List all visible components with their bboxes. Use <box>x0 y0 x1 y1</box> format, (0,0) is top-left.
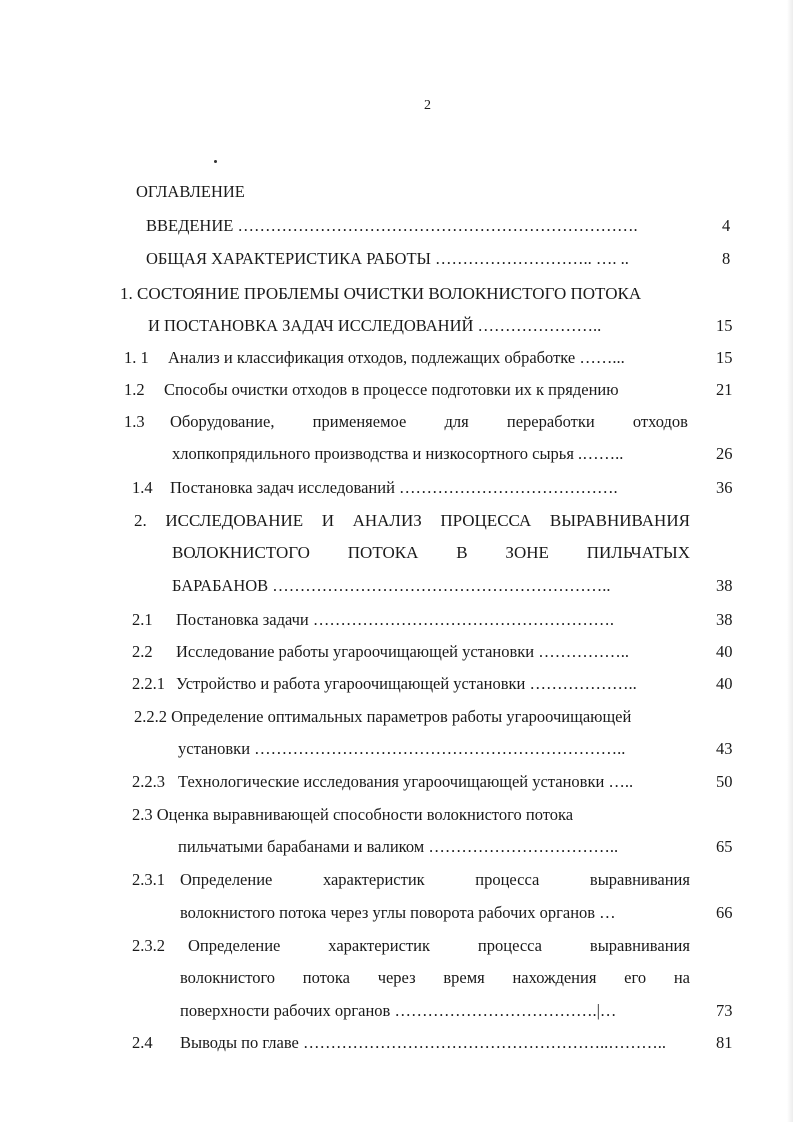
toc-ch1-line2: И ПОСТАНОВКА ЗАДАЧ ИССЛЕДОВАНИЙ ………………….. <box>148 316 602 335</box>
toc-word: процесса <box>475 870 540 889</box>
toc-ch2-line3: БАРАБАНОВ …………………………………………………….. <box>172 576 611 595</box>
toc-1-2-page: 21 <box>716 380 733 399</box>
toc-word: переработки <box>506 412 595 431</box>
toc-word: применяемое <box>312 412 407 431</box>
toc-2-2-2-line1: 2.2.2 Определение оптимальных параметров работы угароочищающей <box>134 707 632 726</box>
toc-word: И <box>321 511 334 530</box>
toc-2-3-line1: 2.3 Оценка выравнивающей способности волокнистого потока <box>132 805 574 824</box>
toc-word: процесса <box>477 936 542 955</box>
toc-word: ПИЛЬЧАТЫХ <box>586 543 690 562</box>
toc-1-4-page: 36 <box>716 478 733 497</box>
toc-ch1-line1: 1. СОСТОЯНИЕ ПРОБЛЕМЫ ОЧИСТКИ ВОЛОКНИСТОГО ПОТОКА <box>120 284 642 303</box>
toc-1-3-line1 <box>170 412 688 432</box>
toc-2-2-1-text: Устройство и работа угароочищающей установки ……………….. <box>176 674 637 693</box>
toc-2-3-2-line3: поверхности рабочих органов ……………………………….|… <box>180 1001 617 1020</box>
toc-2-2-3-number: 2.2.3 <box>132 772 165 791</box>
toc-2-3-1-page: 66 <box>716 903 733 922</box>
toc-word: ВЫРАВНИВАНИЯ <box>549 511 690 530</box>
toc-1-4-text: Постановка задач исследований …………………………………. <box>170 478 618 497</box>
toc-2-4-page: 81 <box>716 1033 733 1052</box>
toc-2-2-2-line2: установки ………………………………………………………….. <box>178 739 626 758</box>
toc-word: через <box>377 968 416 987</box>
scan-speck <box>214 160 217 163</box>
toc-ch2-line1 <box>134 511 690 531</box>
toc-1-2-text: Способы очистки отходов в процессе подготовки их к прядению <box>164 380 619 399</box>
toc-1-3-number: 1.3 <box>124 412 145 431</box>
toc-1-1-page: 15 <box>716 348 733 367</box>
toc-2-3-page: 65 <box>716 837 733 856</box>
toc-word: Определение <box>180 870 273 889</box>
toc-2-2-1-number: 2.2.1 <box>132 674 165 693</box>
toc-2-3-2-line1 <box>188 936 690 956</box>
toc-1-3-line2: хлопкопрядильного производства и низкосортного сырья .…….. <box>172 444 624 463</box>
toc-2-2-number: 2.2 <box>132 642 153 661</box>
toc-2-2-text: Исследование работы угароочищающей установки …………….. <box>176 642 630 661</box>
toc-2-3-1-number: 2.3.1 <box>132 870 165 889</box>
toc-word: ЗОНЕ <box>505 543 549 562</box>
toc-word: время <box>443 968 485 987</box>
scan-edge-shadow <box>787 0 793 1122</box>
toc-word: выравнивания <box>589 936 690 955</box>
toc-word: ПОТОКА <box>347 543 419 562</box>
toc-word: АНАЛИЗ <box>352 511 422 530</box>
toc-word: ПРОЦЕССА <box>440 511 532 530</box>
toc-2-3-1-line1 <box>180 870 690 890</box>
toc-word: волокнистого <box>180 968 276 987</box>
toc-2-2-3-page: 50 <box>716 772 733 791</box>
toc-word: нахождения <box>512 968 597 987</box>
toc-2-2-page: 40 <box>716 642 733 661</box>
toc-2-1-number: 2.1 <box>132 610 153 629</box>
toc-word: характеристик <box>322 870 425 889</box>
toc-word: 2. <box>134 511 147 530</box>
toc-1-1-number: 1. 1 <box>124 348 149 367</box>
toc-word: на <box>673 968 690 987</box>
toc-2-2-2-page: 43 <box>716 739 733 758</box>
toc-2-1-text: Постановка задачи ………………………………………………. <box>176 610 614 629</box>
toc-word: характеристик <box>328 936 431 955</box>
toc-2-3-1-line2: волокнистого потока через углы поворота рабочих органов … <box>180 903 616 922</box>
toc-general-text: ОБЩАЯ ХАРАКТЕРИСТИКА РАБОТЫ ……………………….. …. .. <box>146 249 629 268</box>
toc-word: В <box>456 543 468 562</box>
toc-1-3-page: 26 <box>716 444 733 463</box>
toc-word: Определение <box>188 936 281 955</box>
toc-2-3-2-line2 <box>180 968 690 988</box>
toc-2-3-2-page: 73 <box>716 1001 733 1020</box>
toc-2-2-1-page: 40 <box>716 674 733 693</box>
page-number: 2 <box>424 98 431 113</box>
toc-title: ОГЛАВЛЕНИЕ <box>136 182 245 201</box>
toc-intro-page: 4 <box>722 216 731 235</box>
toc-2-3-line2: пильчатыми барабанами и валиком …………………………….. <box>178 837 619 856</box>
toc-word: его <box>624 968 647 987</box>
toc-2-2-3-text: Технологические исследования угароочищающей установки ….. <box>178 772 634 791</box>
toc-word: ИССЛЕДОВАНИЕ <box>165 511 304 530</box>
toc-ch1-page: 15 <box>716 316 733 335</box>
toc-word: потока <box>302 968 350 987</box>
toc-general-page: 8 <box>722 249 731 268</box>
toc-1-4-number: 1.4 <box>132 478 153 497</box>
toc-1-2-number: 1.2 <box>124 380 145 399</box>
toc-2-1-page: 38 <box>716 610 733 629</box>
toc-intro-text: ВВЕДЕНИЕ ………………………………………………………………. <box>146 216 638 235</box>
toc-word: отходов <box>632 412 688 431</box>
toc-word: Оборудование, <box>170 412 275 431</box>
toc-2-3-2-number: 2.3.2 <box>132 936 165 955</box>
toc-2-4-text: Выводы по главе ………………………………………………..……….. <box>180 1033 666 1052</box>
toc-2-4-number: 2.4 <box>132 1033 153 1052</box>
toc-1-1-text: Анализ и классификация отходов, подлежащих обработке ……... <box>168 348 625 367</box>
toc-ch2-line2 <box>172 543 690 563</box>
toc-word: выравнивания <box>589 870 690 889</box>
toc-word: ВОЛОКНИСТОГО <box>172 543 310 562</box>
toc-word: для <box>444 412 469 431</box>
toc-ch2-page: 38 <box>716 576 733 595</box>
